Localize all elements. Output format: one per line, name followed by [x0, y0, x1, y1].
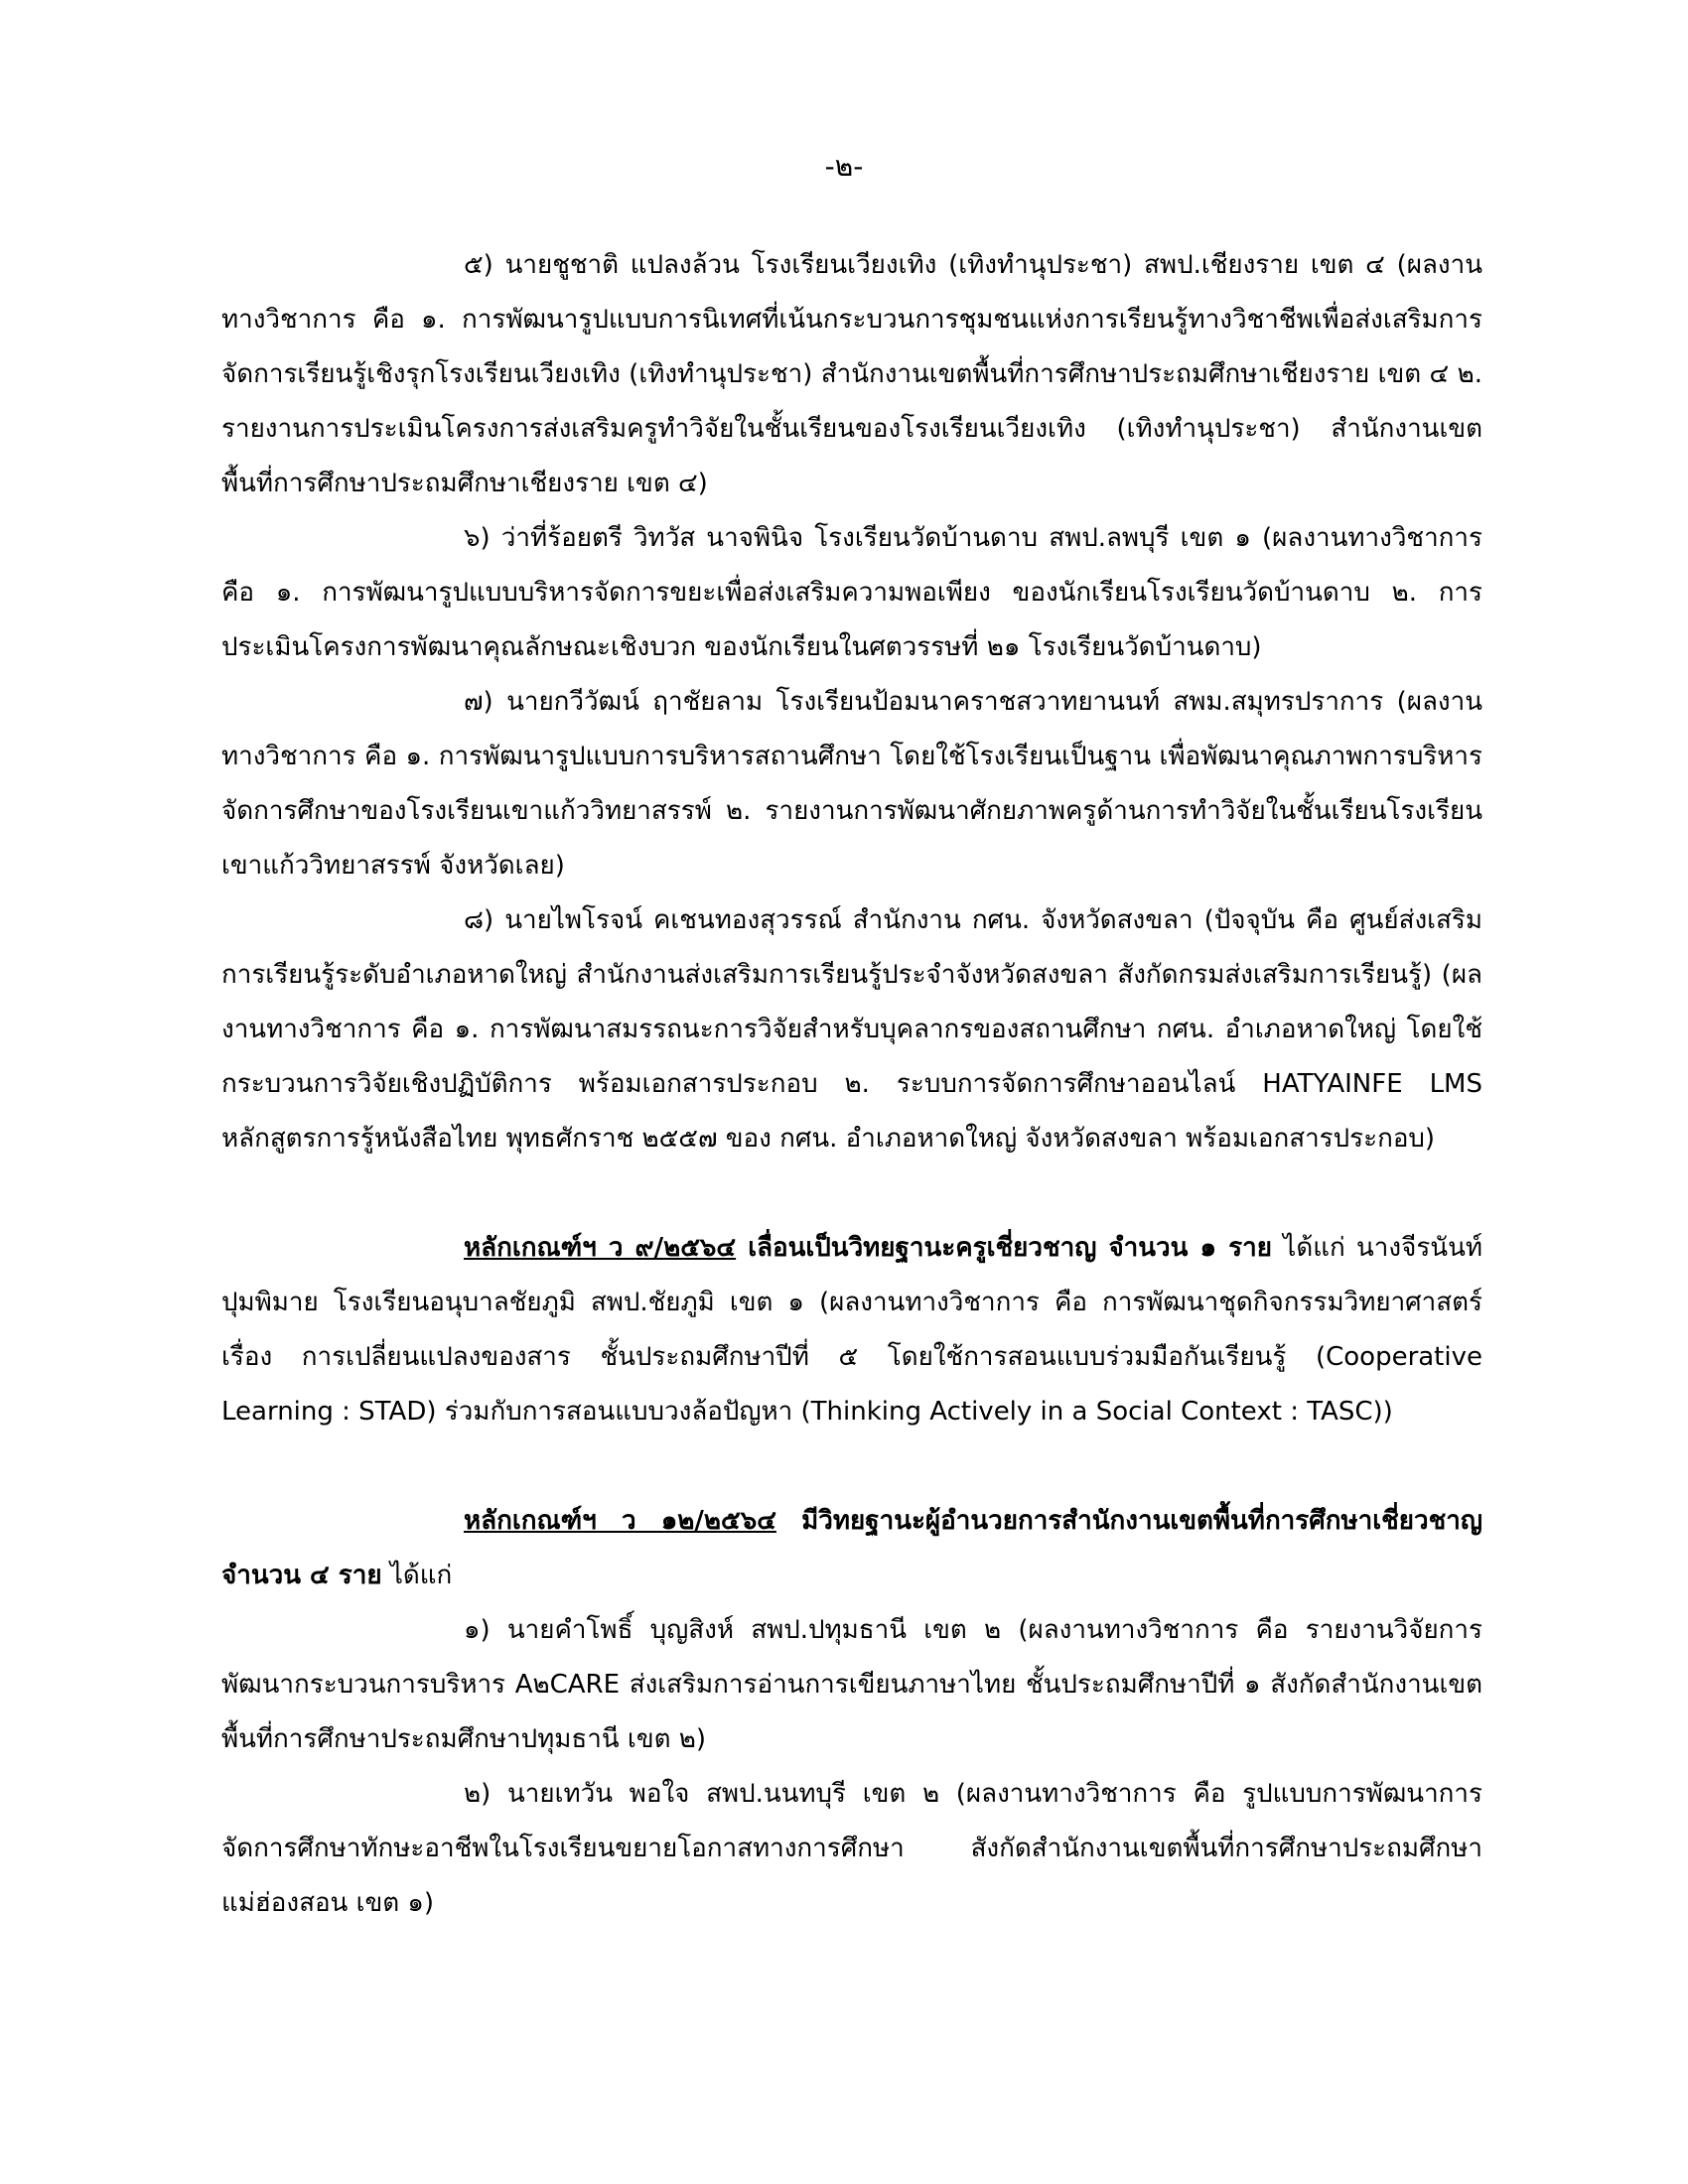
criteria-12-text: ได้แก่	[381, 1561, 453, 1590]
criteria-9-heading: หลักเกณฑ์ฯ ว ๙/๒๕๖๔	[464, 1233, 737, 1263]
criteria-9-text: ได้แก่ นางจีรนันท์ ปุมพิมาย โรงเรียนอนุบาลชัยภูมิ สพป.ชัยภูมิ เขต ๑ (ผลงานทางวิชาการ คือ การพัฒนาชุดกิจกรรมวิทยาศาสตร์ เรื่อง การเปลี่ยนแปลงของสาร ชั้นประถมศึกษาปีที่ ๕ โดยใช้การสอนแบบร่วมมือกันเรียนรู้ (Cooperative Learning : STAD) ร่วมกับการสอนแบบวงล้อปัญหา (Thinking Actively in a Social Context : TASC))	[221, 1233, 1482, 1427]
list-item: ๗) นายกวีวัฒน์ ฤาชัยลาม โรงเรียนป้อมนาคราชสวาทยานนท์ สพม.สมุทรปราการ (ผลงานทางวิชาการ คือ ๑. การพัฒนารูปแบบการบริหารสถานศึกษา โดยใช้โรงเรียนเป็นฐาน เพื่อพัฒนาคุณภาพการบริหารจัดการศึกษาของโรงเรียนเขาแก้ววิทยาสรรพ์ ๒. รายงานการพัฒนาศักยภาพครูด้านการทำวิจัยในชั้นเรียนโรงเรียนเขาแก้ววิทยาสรรพ์ จังหวัดเลย)	[221, 687, 1482, 881]
criteria-12-heading: หลักเกณฑ์ฯ ว ๑๒/๒๕๖๔	[464, 1506, 776, 1536]
criteria-12-title: มีวิทยฐานะผู้อำนวยการสำนักงานเขตพื้นที่การศึกษาเชี่ยวชาญ	[775, 1506, 1482, 1536]
criteria-12-count: จำนวน ๔ ราย	[221, 1561, 382, 1590]
criteria-9-title: เลื่อนเป็นวิทยฐานะครูเชี่ยวชาญ จำนวน ๑ ราย	[736, 1233, 1272, 1263]
list-item: ๘) นายไพโรจน์ คเชนทองสุวรรณ์ สำนักงาน กศน. จังหวัดสงขลา (ปัจจุบัน คือ ศูนย์ส่งเสริมการเรียนรู้ระดับอำเภอหาดใหญ่ สำนักงานส่งเสริมการเรียนรู้ประจำจังหวัดสงขลา สังกัดกรมส่งเสริมการเรียนรู้) (ผลงานทางวิชาการ คือ ๑. การพัฒนาสมรรถนะการวิจัยสำหรับบุคลากรของสถานศึกษา กศน. อำเภอหาดใหญ่ โดยใช้กระบวนการวิจัยเชิงปฏิบัติการ พร้อมเอกสารประกอบ ๒. ระบบการจัดการศึกษาออนไลน์ HATYAINFE LMS หลักสูตรการรู้หนังสือไทย พุทธศักราช ๒๕๕๗ ของ กศน. อำเภอหาดใหญ่ จังหวัดสงขลา พร้อมเอกสารประกอบ)	[221, 905, 1482, 1154]
criteria-9-paragraph	[221, 1221, 1482, 1439]
page-number: -๒-	[824, 150, 864, 183]
list-item: ๖) ว่าที่ร้อยตรี วิทวัส นาจพินิจ โรงเรียนวัดบ้านดาบ สพป.ลพบุรี เขต ๑ (ผลงานทางวิชาการ คือ ๑. การพัฒนารูปแบบบริหารจัดการขยะเพื่อส่งเสริมความพอเพียง ของนักเรียนโรงเรียนวัดบ้านดาบ ๒. การประเมินโครงการพัฒนาคุณลักษณะเชิงบวก ของนักเรียนในศตวรรษที่ ๒๑ โรงเรียนวัดบ้านดาบ)	[221, 523, 1482, 662]
document-body	[221, 238, 1482, 1931]
list-item: ๕) นายชูชาติ แปลงล้วน โรงเรียนเวียงเทิง (เทิงทำนุประชา) สพป.เชียงราย เขต ๔ (ผลงานทางวิชาการ คือ ๑. การพัฒนารูปแบบการนิเทศที่เน้นกระบวนการชุมชนแห่งการเรียนรู้ทางวิชาชีพเพื่อส่งเสริมการจัดการเรียนรู้เชิงรุกโรงเรียนเวียงเทิง (เทิงทำนุประชา) สำนักงานเขตพื้นที่การศึกษาประถมศึกษาเชียงราย เขต ๔ ๒. รายงานการประเมินโครงการส่งเสริมครูทำวิจัยในชั้นเรียนของโรงเรียนเวียงเทิง (เทิงทำนุประชา) สำนักงานเขตพื้นที่การศึกษาประถมศึกษาเชียงราย เขต ๔)	[221, 250, 1482, 498]
list-item: ๑) นายคำโพธิ์ บุญสิงห์ สพป.ปทุมธานี เขต ๒ (ผลงานทางวิชาการ คือ รายงานวิจัยการพัฒนากระบวนการบริหาร A๒CARE ส่งเสริมการอ่านการเขียนภาษาไทย ชั้นประถมศึกษาปีที่ ๑ สังกัดสำนักงานเขตพื้นที่การศึกษาประถมศึกษาปทุมธานี เขต ๒)	[221, 1615, 1482, 1754]
criteria-12-paragraph	[221, 1494, 1482, 1603]
list-item: ๒) นายเทวัน พอใจ สพป.นนทบุรี เขต ๒ (ผลงานทางวิชาการ คือ รูปแบบการพัฒนาการจัดการศึกษาทักษะอาชีพในโรงเรียนขยายโอกาสทางการศึกษา สังกัดสำนักงานเขตพื้นที่การศึกษาประถมศึกษาแม่ฮ่องสอน เขต ๑)	[221, 1779, 1482, 1918]
